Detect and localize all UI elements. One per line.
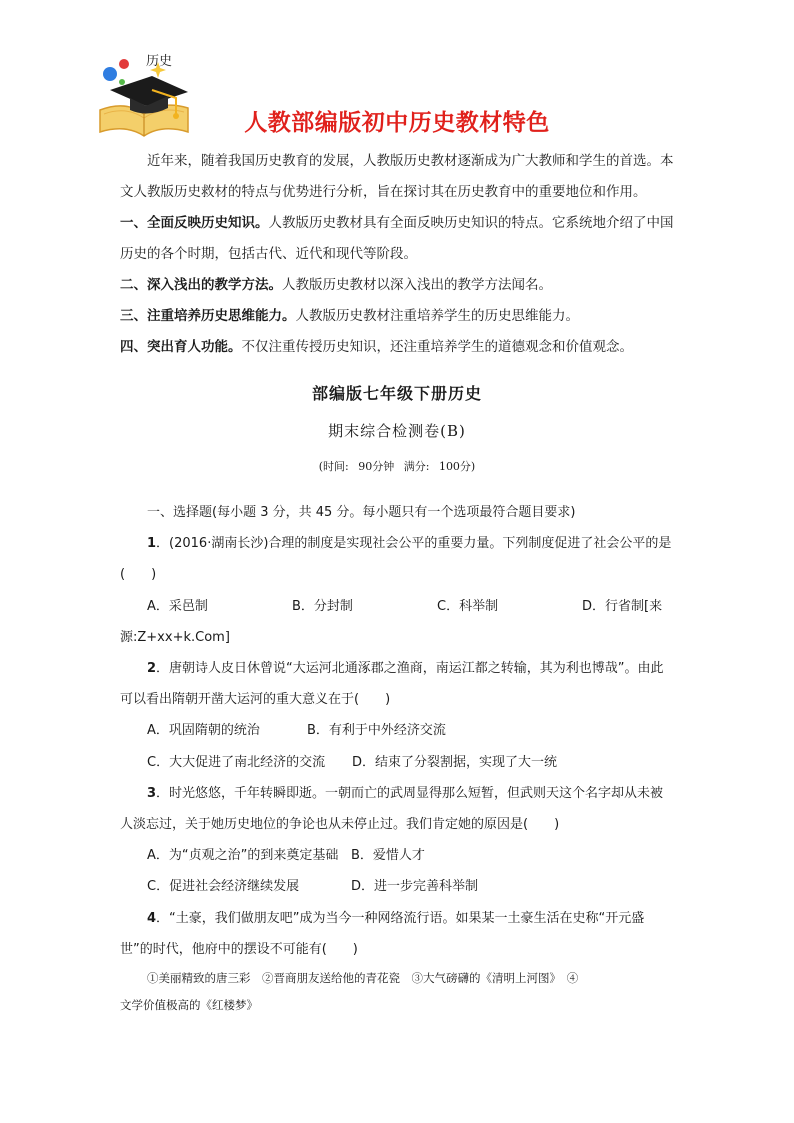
intro-point-1 [120, 208, 676, 270]
point-body: 人教版历史教材以深入浅出的教学方法闻名。 [282, 277, 552, 293]
intro-point-2 [120, 270, 676, 301]
items-line: ①美丽精致的唐三彩 ②晋商朋友送给他的青花瓷 ③大气磅礴的《清明上河图》 ④ [147, 970, 579, 985]
question-3 [120, 778, 676, 840]
intro-section [120, 146, 676, 363]
questions-section [120, 497, 676, 1019]
question-text: ．唐朝诗人皮日休曾说“大运河北通涿郡之渔商，南运江都之转输，其为利也博哉”。由此可以看出隋朝开凿大运河的重大意义在于( ) [120, 661, 664, 708]
point-heading: 四、突出育人功能。 [120, 339, 242, 355]
option-c: C．大大促进了南北经济的交流 [147, 754, 326, 770]
exam-time-score: (时间: 90分钟 满分: 100分) [318, 460, 476, 473]
option-a: A．巩固隋朝的统治 [147, 723, 260, 739]
question-2 [120, 653, 676, 715]
question-1-options [120, 591, 676, 622]
exam-title: 部编版七年级下册历史 [311, 384, 482, 403]
question-4 [120, 903, 676, 965]
point-body: 人教版历史教材注重培养学生的历史思维能力。 [295, 308, 579, 324]
intro-point-4 [120, 332, 676, 363]
question-4-items [120, 965, 676, 1019]
option-c: C．科举制 [437, 598, 499, 614]
question-2-options-ab [120, 715, 676, 746]
option-b: B．分封制 [292, 598, 353, 614]
subject-label: 历史 [146, 54, 173, 69]
option-a: A．为“贞观之治”的到来奠定基础 [147, 848, 339, 864]
point-heading: 一、全面反映历史知识。 [120, 215, 269, 231]
option-d: D．进一步完善科举制 [351, 879, 479, 895]
option-d: D．结束了分裂割据，实现了大一统 [352, 754, 558, 770]
option-d: D．行省制[来 [582, 598, 663, 614]
question-number: 2 [147, 661, 157, 676]
question-2-options-cd [120, 747, 676, 778]
point-heading: 二、深入浅出的教学方法。 [120, 277, 282, 293]
question-text: ．时光悠悠，千年转瞬即逝。一朝而亡的武周显得那么短暂，但武则天这个名字却从未被人淡忘过，关于她历史地位的争论也从未停止过。我们肯定她的原因是( ) [120, 785, 664, 832]
point-heading: 三、注重培养历史思维能力。 [120, 308, 296, 324]
question-number: 4 [147, 910, 157, 926]
exam-subtitle: 期末综合检测卷(B) [328, 422, 466, 440]
option-b: B．爱惜人才 [351, 848, 425, 864]
question-3-options-cd [120, 871, 676, 902]
option-d-continuation: 源:Z+xx+k.Com] [120, 629, 230, 645]
point-body: 人教版历史教材具有全面反映历史知识的特点。它系统地介绍了中国历史的各个时期，包括古代、近代和现代等阶段。 [120, 215, 674, 262]
question-1 [120, 528, 676, 590]
question-text: ．“土豪，我们做朋友吧”成为当今一种网络流行语。如果某一土豪生活在史称“开元盛世”的时代，他府中的摆设不可能有( ) [120, 910, 645, 957]
option-a: A．采邑制 [147, 598, 208, 614]
section-heading: 一、选择题(每小题 3 分，共 45 分。每小题只有一个选项最符合题目要求) [147, 505, 576, 520]
question-number: 1 [147, 536, 157, 552]
question-text: ．(2016·湖南长沙)合理的制度是实现社会公平的重要力量。下列制度促进了社会公平的是( ) [120, 536, 672, 583]
question-3-options-ab [120, 840, 676, 871]
intro-point-3 [120, 301, 676, 332]
option-b: B．有利于中外经济交流 [307, 723, 446, 739]
question-number: 3 [147, 785, 157, 801]
point-body: 不仅注重传授历史知识，还注重培养学生的道德观念和价值观念。 [241, 339, 633, 355]
intro-paragraph: 近年来，随着我国历史教育的发展，人教版历史教材逐渐成为广大教师和学生的首选。本文人教版历史救材的特点与优势进行分析，旨在探讨其在历史教育中的重要地位和作用。 [120, 153, 674, 200]
banner-title: 人教部编版初中历史教材特色 [244, 110, 550, 136]
option-c: C．促进社会经济继续发展 [147, 879, 300, 895]
items-line: 文学价值极高的《红楼梦》 [120, 997, 258, 1012]
